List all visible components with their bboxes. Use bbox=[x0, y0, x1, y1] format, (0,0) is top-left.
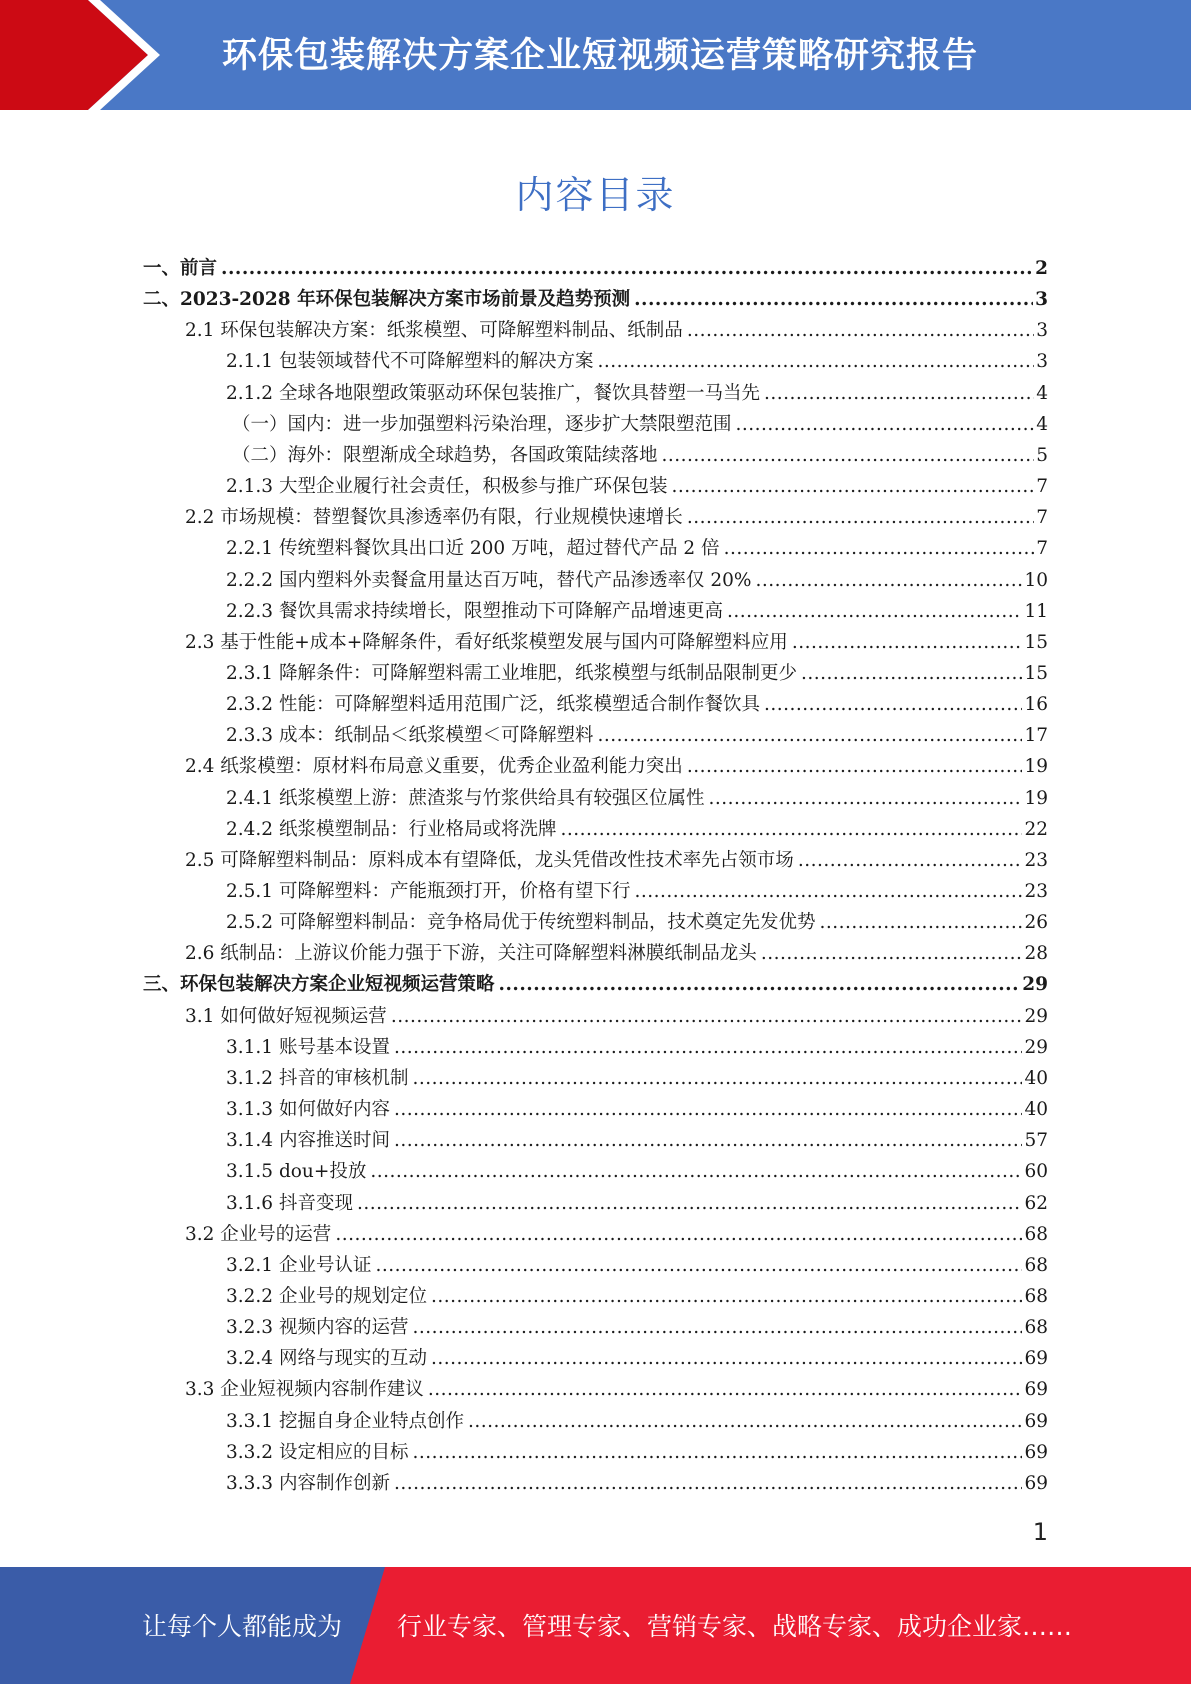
toc-entry[interactable] bbox=[226, 533, 1048, 564]
toc-entry-page: 57 bbox=[1024, 1130, 1048, 1152]
toc-entry-label: 3.3.3 内容制作创新 bbox=[226, 1472, 390, 1494]
toc-entry-page: 15 bbox=[1024, 631, 1048, 653]
toc-entry[interactable] bbox=[226, 1032, 1048, 1063]
toc-entry-page: 3 bbox=[1036, 320, 1048, 342]
toc-dot-leader bbox=[687, 751, 1023, 782]
toc-entry-label: 3.2.3 视频内容的运营 bbox=[226, 1317, 409, 1339]
toc-entry-page: 4 bbox=[1036, 413, 1048, 435]
toc-dot-leader bbox=[764, 378, 1034, 409]
toc-entry[interactable] bbox=[226, 1250, 1048, 1281]
toc-entry-label: 2.5.1 可降解塑料：产能瓶颈打开，价格有望下行 bbox=[226, 881, 631, 902]
toc-entry-page: 3 bbox=[1036, 351, 1048, 373]
toc-entry-label: 三、环保包装解决方案企业短视频运营策略 bbox=[143, 974, 495, 996]
toc-entry[interactable] bbox=[232, 409, 1048, 440]
toc-entry-label: 2.3 基于性能+成本+降解条件，看好纸浆模塑发展与国内可降解塑料应用 bbox=[185, 631, 788, 653]
toc-entry[interactable] bbox=[226, 1156, 1048, 1187]
toc-entry[interactable] bbox=[143, 969, 1048, 1000]
toc-entry-page: 60 bbox=[1024, 1161, 1048, 1183]
toc-entry-label: 3.1 如何做好短视频运营 bbox=[185, 1005, 387, 1027]
toc-entry-label: 3.1.3 如何做好内容 bbox=[226, 1099, 390, 1121]
toc-entry-page: 68 bbox=[1024, 1317, 1048, 1339]
toc-entry[interactable] bbox=[185, 1374, 1048, 1405]
toc-entry-page: 7 bbox=[1036, 538, 1048, 560]
toc-entry-page: 68 bbox=[1024, 1254, 1048, 1276]
toc-dot-leader bbox=[357, 1188, 1023, 1219]
toc-dot-leader bbox=[431, 1281, 1022, 1312]
report-title: 环保包装解决方案企业短视频运营策略研究报告 bbox=[222, 36, 979, 76]
toc-entry-label: 2.2.3 餐饮具需求持续增长，限塑推动下可降解产品增速更高 bbox=[226, 600, 723, 622]
toc-dot-leader bbox=[370, 1156, 1022, 1187]
toc-entry-label: 2.5.2 可降解塑料制品：竞争格局优于传统塑料制品，技术奠定先发优势 bbox=[226, 912, 816, 934]
toc-entry-page: 7 bbox=[1036, 507, 1048, 529]
toc-entry-page: 40 bbox=[1024, 1099, 1048, 1121]
toc-entry-label: 3.2.1 企业号认证 bbox=[226, 1254, 372, 1276]
toc-entry[interactable] bbox=[226, 1437, 1048, 1468]
toc-entry-page: 11 bbox=[1024, 600, 1048, 622]
toc-dot-leader bbox=[724, 533, 1035, 564]
toc-entry[interactable] bbox=[226, 876, 1048, 907]
toc-entry-label: 2.5 可降解塑料制品：原料成本有望降低，龙头凭借改性技术率先占领市场 bbox=[185, 849, 794, 871]
toc-dot-leader bbox=[499, 969, 1021, 1000]
toc-dot-leader bbox=[634, 876, 1022, 907]
page-number: 1 bbox=[1032, 1518, 1048, 1546]
toc-entry-page: 69 bbox=[1024, 1472, 1048, 1494]
toc-entry[interactable] bbox=[226, 346, 1048, 377]
toc-entry[interactable] bbox=[226, 1063, 1048, 1094]
toc-heading: 内容目录 bbox=[515, 173, 676, 217]
toc-dot-leader bbox=[687, 315, 1034, 346]
toc-entry-label: 3.3.1 挖掘自身企业特点创作 bbox=[226, 1410, 464, 1432]
toc-entry-label: 2.2 市场规模：替塑餐饮具渗透率仍有限，行业规模快速增长 bbox=[185, 507, 683, 529]
toc-entry[interactable] bbox=[226, 1094, 1048, 1125]
toc-dot-leader bbox=[375, 1250, 1022, 1281]
toc-entry[interactable] bbox=[226, 1188, 1048, 1219]
toc-dot-leader bbox=[671, 471, 1034, 502]
toc-entry[interactable] bbox=[226, 471, 1048, 502]
toc-dot-leader bbox=[428, 1374, 1023, 1405]
footer-slogan-right: 行业专家、管理专家、营销专家、战略专家、成功企业家…… bbox=[397, 1612, 1073, 1641]
toc-entry-page: 4 bbox=[1036, 382, 1048, 404]
toc-entry-page: 16 bbox=[1024, 694, 1048, 716]
toc-entry-page: 17 bbox=[1024, 725, 1048, 747]
toc-dot-leader bbox=[597, 346, 1034, 377]
toc-entry-label: 3.1.5 dou+投放 bbox=[226, 1161, 367, 1183]
toc-entry-page: 62 bbox=[1024, 1192, 1048, 1214]
toc-entry-page: 22 bbox=[1024, 818, 1048, 840]
toc-entry-page: 23 bbox=[1024, 849, 1048, 871]
toc-entry-label: 3.1.4 内容推送时间 bbox=[226, 1130, 390, 1152]
toc-entry-page: 68 bbox=[1024, 1223, 1048, 1245]
toc-dot-leader bbox=[412, 1063, 1022, 1094]
toc-entry-page: 69 bbox=[1024, 1348, 1048, 1370]
toc-entry-page: 2 bbox=[1035, 258, 1048, 279]
toc-entry-page: 28 bbox=[1024, 943, 1048, 965]
toc-dot-leader bbox=[560, 814, 1022, 845]
toc-entry-page: 3 bbox=[1035, 289, 1048, 311]
toc-entry-label: 一、前言 bbox=[143, 258, 218, 279]
toc-dot-leader bbox=[727, 596, 1022, 627]
toc-entry-label: 3.3.2 设定相应的目标 bbox=[226, 1441, 409, 1463]
toc-entry[interactable] bbox=[226, 565, 1048, 596]
toc-entry-page: 68 bbox=[1024, 1285, 1048, 1307]
toc-entry-page: 26 bbox=[1024, 912, 1048, 934]
toc-entry[interactable] bbox=[226, 658, 1048, 689]
toc-entry-page: 40 bbox=[1024, 1067, 1048, 1089]
toc-entry[interactable] bbox=[226, 1281, 1048, 1312]
toc-dot-leader bbox=[394, 1125, 1022, 1156]
toc-entry-page: 5 bbox=[1036, 444, 1048, 466]
toc-entry[interactable] bbox=[226, 814, 1048, 845]
toc-dot-leader bbox=[687, 502, 1034, 533]
toc-entry-label: 3.2.4 网络与现实的互动 bbox=[226, 1348, 427, 1370]
toc-entry-page: 69 bbox=[1024, 1441, 1048, 1463]
toc-dot-leader bbox=[761, 938, 1023, 969]
toc-entry-label: （二）海外：限塑渐成全球趋势，各国政策陆续落地 bbox=[232, 444, 658, 466]
toc-entry[interactable] bbox=[185, 1001, 1048, 1032]
toc-dot-leader bbox=[798, 845, 1023, 876]
toc-entry[interactable] bbox=[185, 502, 1048, 533]
toc-entry-label: 2.1.1 包装领域替代不可降解塑料的解决方案 bbox=[226, 351, 594, 373]
toc-dot-leader bbox=[708, 783, 1022, 814]
toc-entry[interactable] bbox=[185, 627, 1048, 658]
toc-entry-label: 2.3.1 降解条件：可降解塑料需工业堆肥，纸浆模塑与纸制品限制更少 bbox=[226, 662, 797, 684]
toc-entry-label: 2.2.2 国内塑料外卖餐盒用量达百万吨，替代产品渗透率仅 20% bbox=[226, 569, 752, 591]
toc-entry-label: 2.4 纸浆模塑：原材料布局意义重要，优秀企业盈利能力突出 bbox=[185, 756, 683, 778]
toc-entry[interactable] bbox=[143, 253, 1048, 284]
toc-entry[interactable] bbox=[226, 1312, 1048, 1343]
toc-entry[interactable] bbox=[143, 284, 1048, 315]
report-header bbox=[0, 0, 1191, 110]
toc-dot-leader bbox=[736, 409, 1035, 440]
toc-dot-leader bbox=[412, 1312, 1022, 1343]
toc-entry[interactable] bbox=[226, 1406, 1048, 1437]
toc-dot-leader bbox=[597, 720, 1022, 751]
toc-entry[interactable] bbox=[185, 315, 1048, 346]
toc-entry-page: 69 bbox=[1024, 1379, 1048, 1401]
toc-entry-page: 69 bbox=[1024, 1410, 1048, 1432]
toc-dot-leader bbox=[221, 253, 1033, 284]
toc-entry[interactable] bbox=[185, 845, 1048, 876]
toc-dot-leader bbox=[801, 658, 1022, 689]
toc-entry-page: 29 bbox=[1024, 1036, 1048, 1058]
toc-entry-label: 3.1.1 账号基本设置 bbox=[226, 1036, 390, 1058]
toc-entry[interactable] bbox=[226, 907, 1048, 938]
toc-entry-label: 2.1.3 大型企业履行社会责任，积极参与推广环保包装 bbox=[226, 476, 668, 498]
toc-entry-label: 2.4.1 纸浆模塑上游：蔗渣浆与竹浆供给具有较强区位属性 bbox=[226, 787, 705, 809]
toc-dot-leader bbox=[755, 565, 1022, 596]
toc-dot-leader bbox=[394, 1468, 1022, 1499]
toc-dot-leader bbox=[394, 1094, 1022, 1125]
toc-entry-label: 3.2.2 企业号的规划定位 bbox=[226, 1285, 427, 1307]
toc-entry[interactable] bbox=[226, 783, 1048, 814]
toc-dot-leader bbox=[468, 1406, 1022, 1437]
toc-dot-leader bbox=[394, 1032, 1022, 1063]
toc-entry-label: 二、2023-2028 年环保包装解决方案市场前景及趋势预测 bbox=[143, 289, 631, 311]
toc-entry-label: 2.3.3 成本：纸制品＜纸浆模塑＜可降解塑料 bbox=[226, 725, 594, 747]
toc-entry-page: 7 bbox=[1036, 476, 1048, 498]
toc-entry-page: 29 bbox=[1024, 1005, 1048, 1027]
report-footer bbox=[0, 1567, 1191, 1684]
toc-dot-leader bbox=[662, 440, 1035, 471]
toc-entry-label: 3.1.6 抖音变现 bbox=[226, 1192, 353, 1214]
toc-dot-leader bbox=[792, 627, 1023, 658]
footer-slogan-left: 让每个人都能成为 bbox=[142, 1612, 343, 1641]
toc-entry-page: 23 bbox=[1024, 881, 1048, 902]
toc-entry-label: （一）国内：进一步加强塑料污染治理，逐步扩大禁限塑范围 bbox=[232, 413, 732, 435]
toc-entry-page: 15 bbox=[1024, 662, 1048, 684]
toc-entry[interactable] bbox=[226, 596, 1048, 627]
toc-entry[interactable] bbox=[226, 1343, 1048, 1374]
toc-dot-leader bbox=[335, 1219, 1022, 1250]
toc-dot-leader bbox=[764, 689, 1022, 720]
toc-entry-label: 2.2.1 传统塑料餐饮具出口近 200 万吨，超过替代产品 2 倍 bbox=[226, 538, 720, 560]
toc-dot-leader bbox=[819, 907, 1022, 938]
toc-dot-leader bbox=[634, 284, 1033, 315]
toc-entry-label: 2.4.2 纸浆模塑制品：行业格局或将洗牌 bbox=[226, 818, 557, 840]
toc-entry-label: 2.1.2 全球各地限塑政策驱动环保包装推广，餐饮具替塑一马当先 bbox=[226, 382, 760, 404]
toc-entry[interactable] bbox=[226, 1468, 1048, 1499]
toc-entry[interactable] bbox=[226, 720, 1048, 751]
toc-entry-page: 29 bbox=[1022, 974, 1048, 996]
toc-entry[interactable] bbox=[226, 689, 1048, 720]
toc-dot-leader bbox=[391, 1001, 1023, 1032]
toc-entry-label: 3.2 企业号的运营 bbox=[185, 1223, 332, 1245]
toc-entry-page: 19 bbox=[1024, 756, 1048, 778]
toc-entry-label: 3.1.2 抖音的审核机制 bbox=[226, 1067, 409, 1089]
toc-dot-leader bbox=[412, 1437, 1022, 1468]
toc-entry-page: 10 bbox=[1024, 569, 1048, 591]
toc-entry[interactable] bbox=[226, 378, 1048, 409]
toc-entry[interactable] bbox=[226, 1125, 1048, 1156]
toc-entry[interactable] bbox=[185, 751, 1048, 782]
toc-entry[interactable] bbox=[185, 1219, 1048, 1250]
toc-entry-label: 3.3 企业短视频内容制作建议 bbox=[185, 1379, 424, 1401]
toc-dot-leader bbox=[431, 1343, 1022, 1374]
toc-entry-label: 2.1 环保包装解决方案：纸浆模塑、可降解塑料制品、纸制品 bbox=[185, 320, 683, 342]
toc-entry-page: 19 bbox=[1024, 787, 1048, 809]
toc-entry[interactable] bbox=[185, 938, 1048, 969]
toc-entry-label: 2.3.2 性能：可降解塑料适用范围广泛，纸浆模塑适合制作餐饮具 bbox=[226, 694, 760, 716]
toc-entry[interactable] bbox=[232, 440, 1048, 471]
toc-entry-label: 2.6 纸制品：上游议价能力强于下游，关注可降解塑料淋膜纸制品龙头 bbox=[185, 943, 757, 965]
